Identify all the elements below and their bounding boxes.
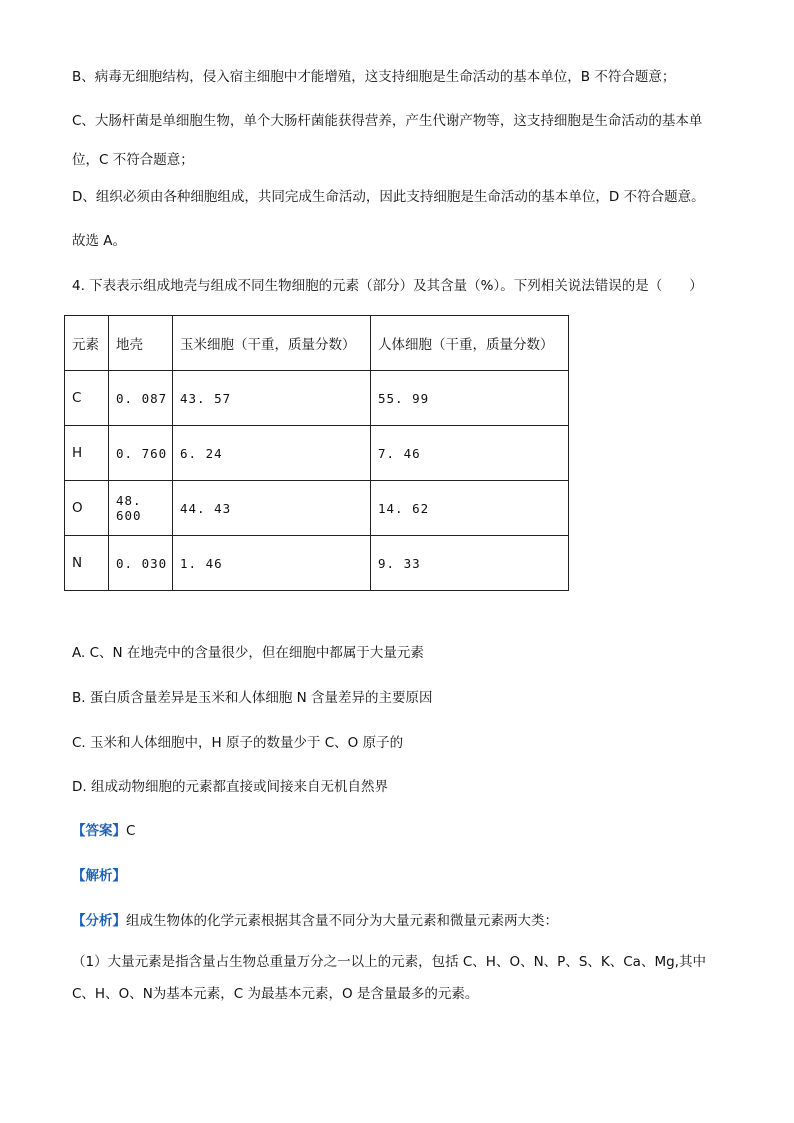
- fenxi-text: 组成生物体的化学元素根据其含量不同分为大量元素和微量元素两大类：: [126, 913, 558, 929]
- table-cell: N: [65, 536, 109, 591]
- fenxi-tag: 【分析】: [72, 913, 126, 929]
- table-cell: 6. 24: [173, 426, 371, 481]
- table-cell: 7. 46: [371, 426, 569, 481]
- table-cell: O: [65, 481, 109, 536]
- table-header-cell: 玉米细胞（干重，质量分数）: [173, 316, 371, 371]
- question-stem: 4. 下表表示组成地壳与组成不同生物细胞的元素（部分）及其含量（%）。下列相关说法错误的是（ ）: [72, 278, 703, 294]
- table-cell: 1. 46: [173, 536, 371, 591]
- table-cell: H: [65, 426, 109, 481]
- answer-value: C: [126, 823, 136, 839]
- table-header-cell: 地壳: [109, 316, 173, 371]
- option-d: D. 组成动物细胞的元素都直接或间接来自无机自然界: [72, 779, 388, 795]
- element-content-table: [64, 315, 569, 591]
- analysis-tag: 【解析】: [72, 868, 126, 884]
- analysis-point-1: （1）大量元素是指含量占生物总重量万分之一以上的元素，包括 C、H、O、N、P、S、K、Ca、Mg,其中 C、H、O、N为基本元素，C 为最基本元素，O 是含量最多的元素。: [72, 954, 706, 1002]
- table-cell: C: [65, 371, 109, 426]
- table-cell: 14. 62: [371, 481, 569, 536]
- table-cell: 55. 99: [371, 371, 569, 426]
- table-cell: 0. 760: [109, 426, 173, 481]
- table-cell: 0. 030: [109, 536, 173, 591]
- option-c: C. 玉米和人体细胞中，H 原子的数量少于 C、O 原子的: [72, 735, 404, 751]
- paragraph-conclusion: 故选 A。: [72, 233, 127, 249]
- table-cell: 44. 43: [173, 481, 371, 536]
- table-cell: 0. 087: [109, 371, 173, 426]
- table-header-row: [65, 316, 569, 371]
- paragraph-option-d-explanation: D、组织必须由各种细胞组成，共同完成生命活动，因此支持细胞是生命活动的基本单位，D 不符合题意。: [72, 189, 705, 205]
- table-cell: 43. 57: [173, 371, 371, 426]
- table-cell: 48. 600: [109, 481, 173, 536]
- table-header-cell: 人体细胞（干重，质量分数）: [371, 316, 569, 371]
- table-header-cell: 元素: [65, 316, 109, 371]
- table-row: [65, 536, 569, 591]
- table-row: [65, 371, 569, 426]
- table-cell: 9. 33: [371, 536, 569, 591]
- analysis-summary: [72, 911, 558, 931]
- paragraph-option-c-explanation: C、大肠杆菌是单细胞生物，单个大肠杆菌能获得营养，产生代谢产物等，这支持细胞是生命活动的基本单位，C 不符合题意；: [72, 113, 703, 168]
- option-b: B. 蛋白质含量差异是玉米和人体细胞 N 含量差异的主要原因: [72, 690, 433, 706]
- table-row: [65, 481, 569, 536]
- paragraph-option-b-explanation: B、病毒无细胞结构，侵入宿主细胞中才能增殖，这支持细胞是生命活动的基本单位，B 不符合题意；: [72, 69, 676, 85]
- analysis-heading: [72, 866, 126, 886]
- option-a: A. C、N 在地壳中的含量很少，但在细胞中都属于大量元素: [72, 645, 424, 661]
- answer-line: [72, 821, 135, 841]
- answer-tag: 【答案】: [72, 823, 126, 839]
- table-row: [65, 426, 569, 481]
